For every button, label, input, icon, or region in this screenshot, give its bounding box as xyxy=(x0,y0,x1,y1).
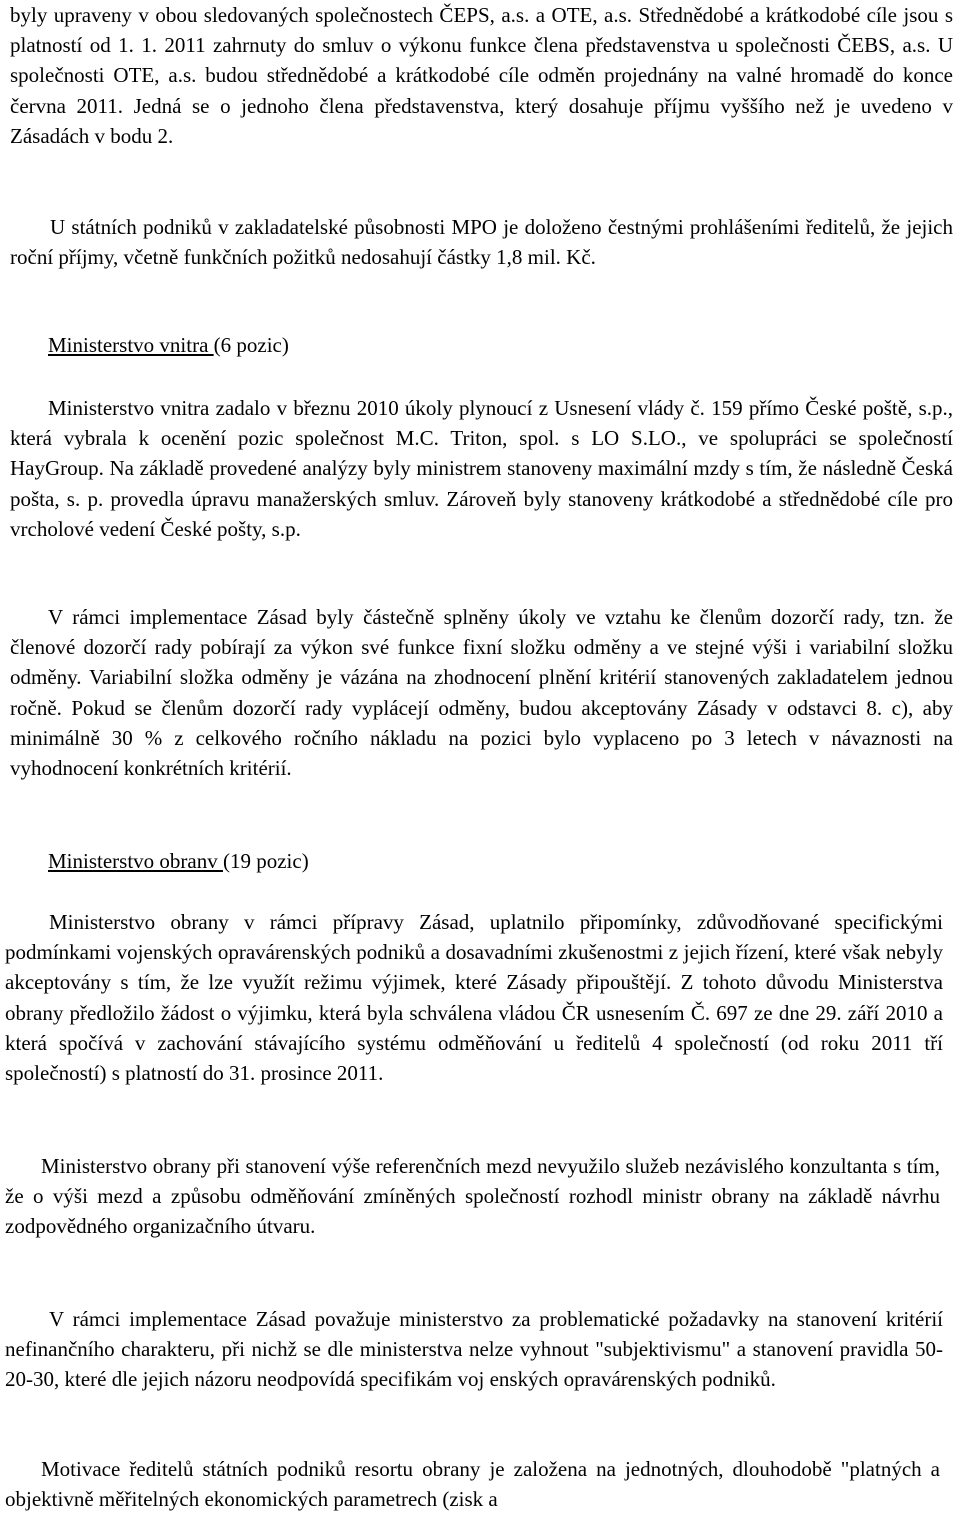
heading-underlined-text: Ministerstvo vnitra xyxy=(48,333,214,357)
paragraph-referencni-mzdy: Ministerstvo obrany při stanovení výše referenčních mezd nevyužilo služeb nezávislého konzultanta s tím, že o výši mezd a způsobu odměňování zmíněných společností rozhodl ministr obrany na základě návrhu zodpovědného organizačního útvaru. xyxy=(5,1154,940,1239)
section-heading-ministerstvo-obrany xyxy=(48,846,309,876)
section-heading-ministerstvo-vnitra xyxy=(48,330,289,360)
paragraph-ceska-posta: Ministerstvo vnitra zadalo v březnu 2010 úkoly plynoucí z Usnesení vlády č. 159 přímo České poště, s.p., která vybrala k ocenění pozic společnost M.C. Triton, spol. s LO S.LO., ve spolupráci se společností HayGroup. Na základě provedené analýzy byly ministrem stanoveny maximální mzdy s tím, že následně Česká pošta, s. p. provedla úpravu manažerských smluv. Zároveň byly stanoveny krátkodobé a střednědobé cíle pro vrcholové vedení České pošty, s.p. xyxy=(10,396,953,541)
heading-count: (6 pozic) xyxy=(213,333,289,357)
paragraph-motivace: Motivace ředitelů státních podniků resortu obrany je založena na jednotných, dlouhodobě "platných a objektivně měřitelných ekonomických parametrech (zisk a xyxy=(5,1457,940,1512)
heading-underlined-text: Ministerstvo obranv xyxy=(48,849,223,873)
heading-count: (19 pozic) xyxy=(222,849,309,873)
paragraph-dozorci-rada: V rámci implementace Zásad byly částečně splněny úkoly ve vztahu ke členům dozorčí rady, tzn. že členové dozorčí rady pobírají za výkon své funkce fixní složku odměny a ve stejné výši i variabilní složku odměny. Variabilní složka odměny je vázána na zhodnocení plnění kritérií stanovených zakladatelem jednou ročně. Pokud se členům dozorčí rady vyplácejí odměny, budou akceptovány Zásady v odstavci 8. c), aby minimálně 30 % z celkového ročního nákladu na pozici bylo vyplaceno po 3 letech v návaznosti na vyhodnocení konkrétních kritérií. xyxy=(10,605,953,781)
paragraph-problematicke-pozadavky: V rámci implementace Zásad považuje ministerstvo za problematické požadavky na stanovení kritérií nefinančního charakteru, při nichž se dle ministerstva nelze vyhnout "subjektivismu" a stanovení pravidla 50-20-30, které dle jejich názoru neodpovídá specifikám voj enských opravárenských podniků. xyxy=(5,1307,943,1392)
paragraph-ceps-ote: byly upraveny v obou sledovaných společnostech ČEPS, a.s. a OTE, a.s. Střednědobé a krátkodobé cíle jsou s platností od 1. 1. 2011 zahrnuty do smluv o výkonu funkce člena představenstva u společnosti ČEBS, a.s. U společnosti OTE, a.s. budou střednědobé a krátkodobé cíle odměn projednány na valné hromadě do konce června 2011. Jedná se o jednoho člena představenstva, který dosahuje příjmu vyššího než je uvedeno v Zásadách v bodu 2. xyxy=(10,3,953,148)
paragraph-mpo: U státních podniků v zakladatelské působnosti MPO je doloženo čestnými prohlášeními ředitelů, že jejich roční příjmy, včetně funkčních požitků nedosahují částky 1,8 mil. Kč. xyxy=(10,215,953,270)
paragraph-vyjimka: Ministerstvo obrany v rámci přípravy Zásad, uplatnilo připomínky, zdůvodňované specifickými podmínkami vojenských opravárenských podniků a dosavadními zkušenostmi z jejich řízení, které však nebyly akceptovány s tím, že lze využít režimu výjimek, které Zásady připouštějí. Z tohoto důvodu Ministerstva obrany předložilo žádost o výjimku, která byla schválena vládou ČR usnesením Č. 697 ze dne 29. září 2010 a která spočívá v zachování stávajícího systému odměňování u ředitelů 4 společností (od roku 2011 tří společností) s platností do 31. prosince 2011. xyxy=(5,910,943,1086)
